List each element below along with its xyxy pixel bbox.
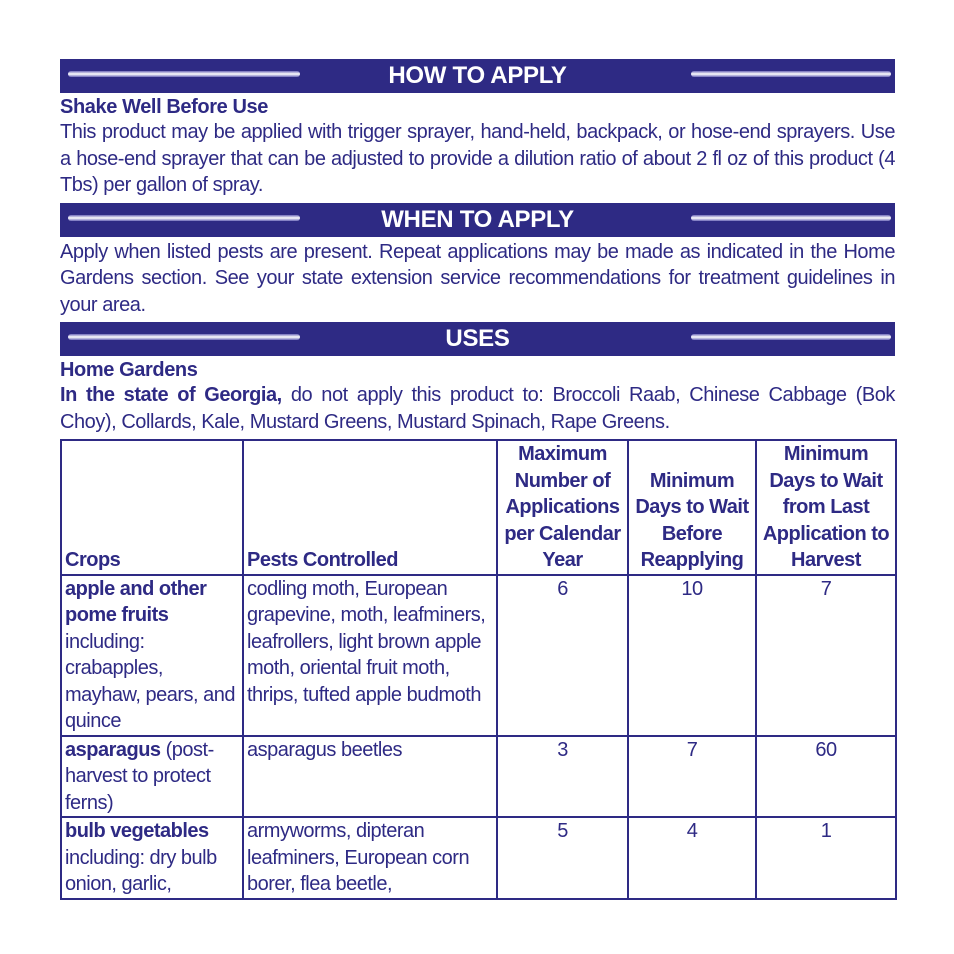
georgia-restriction: [60, 382, 895, 435]
header-crops: Crops: [61, 440, 243, 575]
how-to-apply-title: HOW TO APPLY: [388, 62, 567, 89]
table-row: [61, 575, 896, 736]
when-to-apply-title: WHEN TO APPLY: [381, 205, 574, 233]
crop-detail: including: dry bulb onion, garlic,: [65, 846, 217, 895]
table-row: [61, 817, 896, 899]
shake-well-subhead: Shake Well Before Use: [60, 96, 268, 118]
when-to-apply-text: Apply when listed pests are present. Repeat applications may be made as indicated in the Home Gardens section. See your state extension service recommendations for treatment guidelines in your area.: [60, 240, 895, 316]
uses-title: USES: [445, 325, 510, 352]
harvest-cell: 1: [756, 817, 896, 899]
header-pests: Pests Controlled: [243, 440, 497, 575]
table-body: [61, 575, 896, 899]
header-min-days-reapply: Minimum Days to Wait Before Reapplying: [628, 440, 756, 575]
reapply-cell: 10: [628, 575, 756, 736]
uses-banner: [60, 322, 895, 356]
reapply-cell: 7: [628, 736, 756, 818]
header-min-days-harvest: Minimum Days to Wait from Last Application to Harvest: [756, 440, 896, 575]
crop-detail: including: crabapples, mayhaw, pears, and quince: [65, 630, 235, 732]
table-header-row: [61, 440, 896, 575]
header-max-apps: Maximum Number of Applications per Calendar Year: [497, 440, 628, 575]
when-to-apply-banner: [60, 203, 895, 237]
harvest-cell: 60: [756, 736, 896, 818]
crop-name: bulb vegetables: [65, 820, 209, 842]
table-row: [61, 736, 896, 818]
how-to-apply-text: This product may be applied with trigger sprayer, hand-held, backpack, or hose-end sprayers. Use a hose-end sprayer that can be adjusted to provide a dilution ratio of about 2 fl oz of this product (4 Tbs) per gallon of spray.: [60, 121, 895, 196]
max-apps-cell: 6: [497, 575, 628, 736]
uses-table: [60, 439, 897, 900]
max-apps-cell: 3: [497, 736, 628, 818]
pests-cell: codling moth, European grapevine, moth, leafminers, leafrollers, light brown apple moth, oriental fruit moth, thrips, tufted apple budmoth: [243, 575, 497, 736]
home-gardens-subhead: Home Gardens: [60, 359, 198, 381]
harvest-cell: 7: [756, 575, 896, 736]
crop-cell: [61, 575, 243, 736]
crop-cell: [61, 817, 243, 899]
pests-cell: asparagus beetles: [243, 736, 497, 818]
reapply-cell: 4: [628, 817, 756, 899]
pests-cell: armyworms, dipteran leafminers, European corn borer, flea beetle,: [243, 817, 497, 899]
crop-name: asparagus: [65, 738, 161, 761]
georgia-text: do not apply this product to: Broccoli Raab, Chinese Cabbage (Bok Choy), Collards, Kale, Mustard Greens, Mustard Spinach, Rape Greens.: [60, 384, 895, 433]
crop-name: apple and other pome fruits: [65, 577, 207, 626]
crop-cell: [61, 736, 243, 818]
crop-detail: (post-harvest to protect ferns): [65, 738, 214, 814]
label-page: [60, 59, 895, 900]
how-to-apply-banner: [60, 59, 895, 93]
max-apps-cell: 5: [497, 817, 628, 899]
georgia-bold: In the state of Georgia,: [60, 384, 282, 406]
